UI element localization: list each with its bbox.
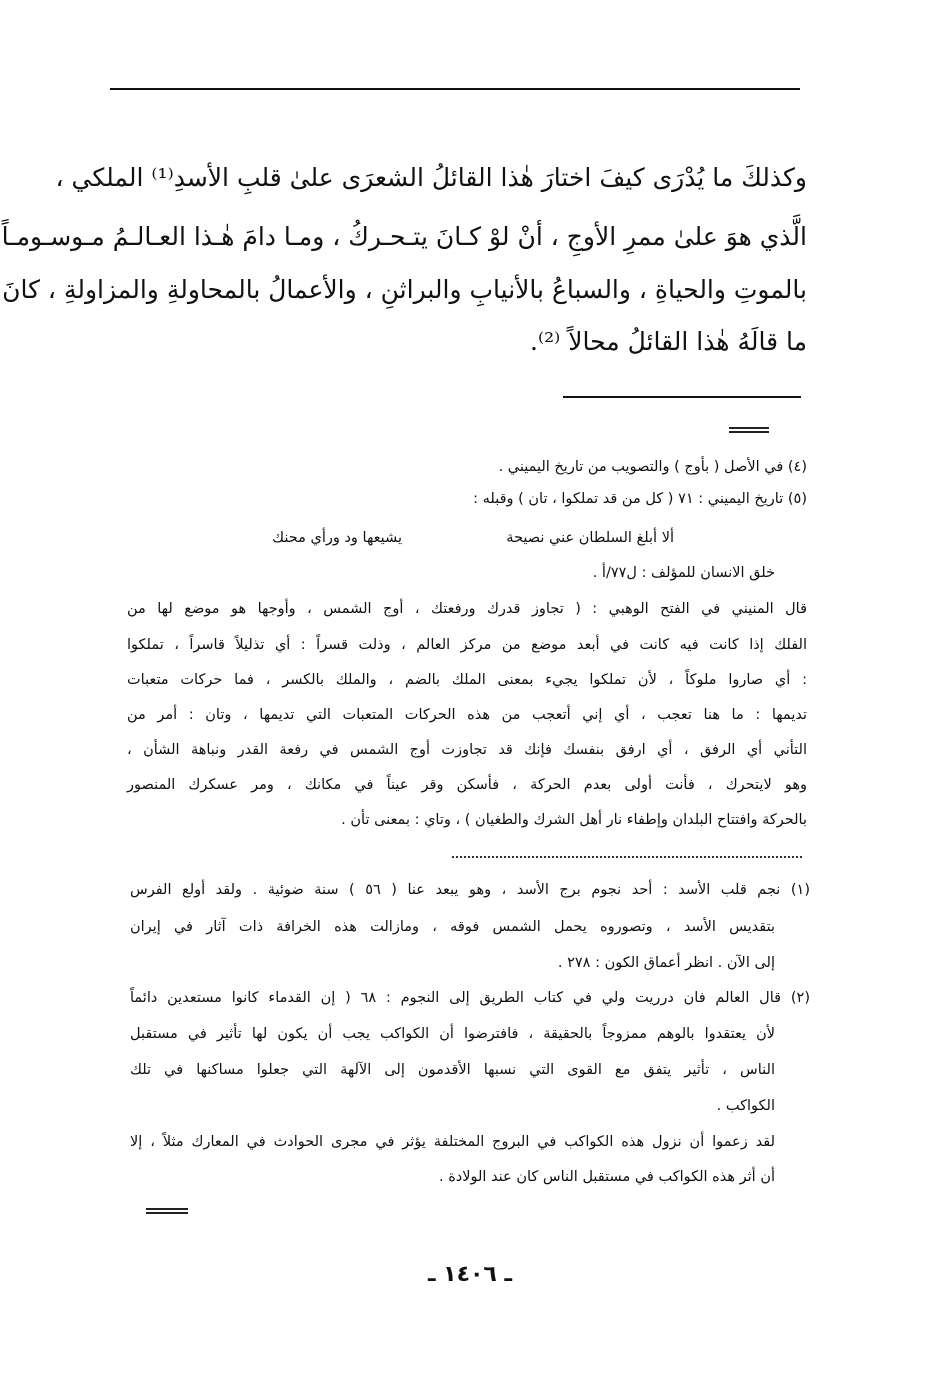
- top-rule: [110, 88, 800, 90]
- footnote-line: (٢) قال العالم فان درريت ولي في كتاب الطريق إلى النجوم : ٦٨ ( إن القدماء كانوا مستعدين دائماً: [130, 990, 811, 1006]
- footnote-line: الكواكب .: [716, 1098, 775, 1114]
- verse-second-hemistich: يشيعها ود ورأي محنك: [272, 530, 402, 546]
- footnote-line: إلى الآن . انظر أعماق الكون : ٢٧٨ .: [557, 955, 775, 971]
- footnote-line: لقد زعموا أن نزول هذه الكواكب في البروج المختلفة يؤثر في مجرى الحوادث في المعارك مثلاً ، إلا: [130, 1134, 775, 1150]
- footnote-line: : أي صاروا ملوكاً ، لأن تملكوا يجيء بمعنى الملك بالضم ، والملك بالكسر ، فما حركات متعبات: [127, 672, 807, 688]
- main-line: وكذلكَ ما يُدْرَى كيفَ اختارَ هٰذا القائلُ الشعرَى علىٰ قلبِ الأسدِ⁽¹⁾ الملكي ،: [55, 163, 807, 192]
- footnote-line: تديمها : ما هنا تعجب ، أي إني أتعجب من هذه الحركات المتعبات التي تديمها ، وتان : أمر من: [127, 707, 807, 723]
- footnote-line: (١) نجم قلب الأسد : أحد نجوم برج الأسد ، وهو يبعد عنا ( ٥٦ ) سنة ضوئية . ولقد أولع الفرس: [130, 882, 810, 898]
- footnote-line: قال المنيني في الفتح الوهبي : ( تجاوز قدرك ورفعتك ، أوج الشمس ، وأوجها هو موضع لها من: [127, 601, 807, 617]
- page-number: ـ ١٤٠٦ ـ: [427, 1262, 513, 1287]
- footnote-line: الفلك إذا كانت فيه كانت في أبعد موضع من مركز العالم ، وذلت قسراً : أي تذليلاً قاسراً ، تملكوا: [127, 637, 807, 653]
- double-rule-marker: [729, 427, 769, 433]
- footnote-line: التأني أي الرفق ، أي ارفق بنفسك فإنك قد تجاوزت أوج الشمس في رفعة القدر ونباهة الشأن ،: [127, 742, 807, 758]
- main-line: ما قالَهُ هٰذا القائلُ محالاً ⁽²⁾.: [530, 327, 807, 356]
- footnote-line: (٤) في الأصل ( بأوج ) والتصويب من تاريخ اليميني .: [498, 459, 807, 475]
- footnote-line: وهو لايتحرك ، فأنت أولى بعدم الحركة ، فأسكن وقر عيناً في مكانك ، ومر عسكرك المنصور: [127, 777, 807, 793]
- footnote-line: لأن يعتقدوا بالوهم ممزوجاً بالحقيقة ، فافترضوا أن الكواكب يجب أن يكون لها تأثير في مستقبل: [130, 1026, 775, 1042]
- double-rule-marker: [146, 1208, 188, 1214]
- main-line: بالموتِ والحياةِ ، والسباعُ بالأنيابِ والبراثنِ ، والأعمالُ بالمحاولةِ والمزاولةِ ، كانَ: [2, 275, 807, 304]
- dotted-separator: [452, 856, 802, 858]
- verse-first-hemistich: ألا أبلغ السلطان عني نصيحة: [506, 530, 674, 546]
- footnote-line: الناس ، تأثير يتفق مع القوى التي نسبها الأقدمون إلى الآلهة التي جعلوا مساكنها في تلك: [130, 1062, 775, 1078]
- footnote-line: خلق الانسان للمؤلف : ل٧٧/أ .: [592, 565, 775, 581]
- footnote-line: بتقديس الأسد ، وتصوروه يحمل الشمس فوقه ، ومازالت هذه الخرافة ذات آثار في إيران: [130, 919, 775, 935]
- footnote-separator: [563, 396, 801, 398]
- footnote-line: أن أثر هذه الكواكب في مستقبل الناس كان عند الولادة .: [438, 1169, 775, 1185]
- footnote-line: بالحركة وافتتاح البلدان وإطفاء نار أهل الشرك والطغيان ) ، وتاي : بمعنى تأن .: [341, 812, 807, 828]
- main-line: الَّذي هوَ علىٰ ممرِ الأوجِ ، أنْ لوْ كـانَ يتـحـركُ ، ومـا دامَ هٰـذا العـالـمُ مـوسـومـاً: [1, 222, 807, 251]
- footnote-line: (٥) تاريخ اليميني : ٧١ ( كل من قد تملكوا ، تان ) وقبله :: [473, 491, 807, 507]
